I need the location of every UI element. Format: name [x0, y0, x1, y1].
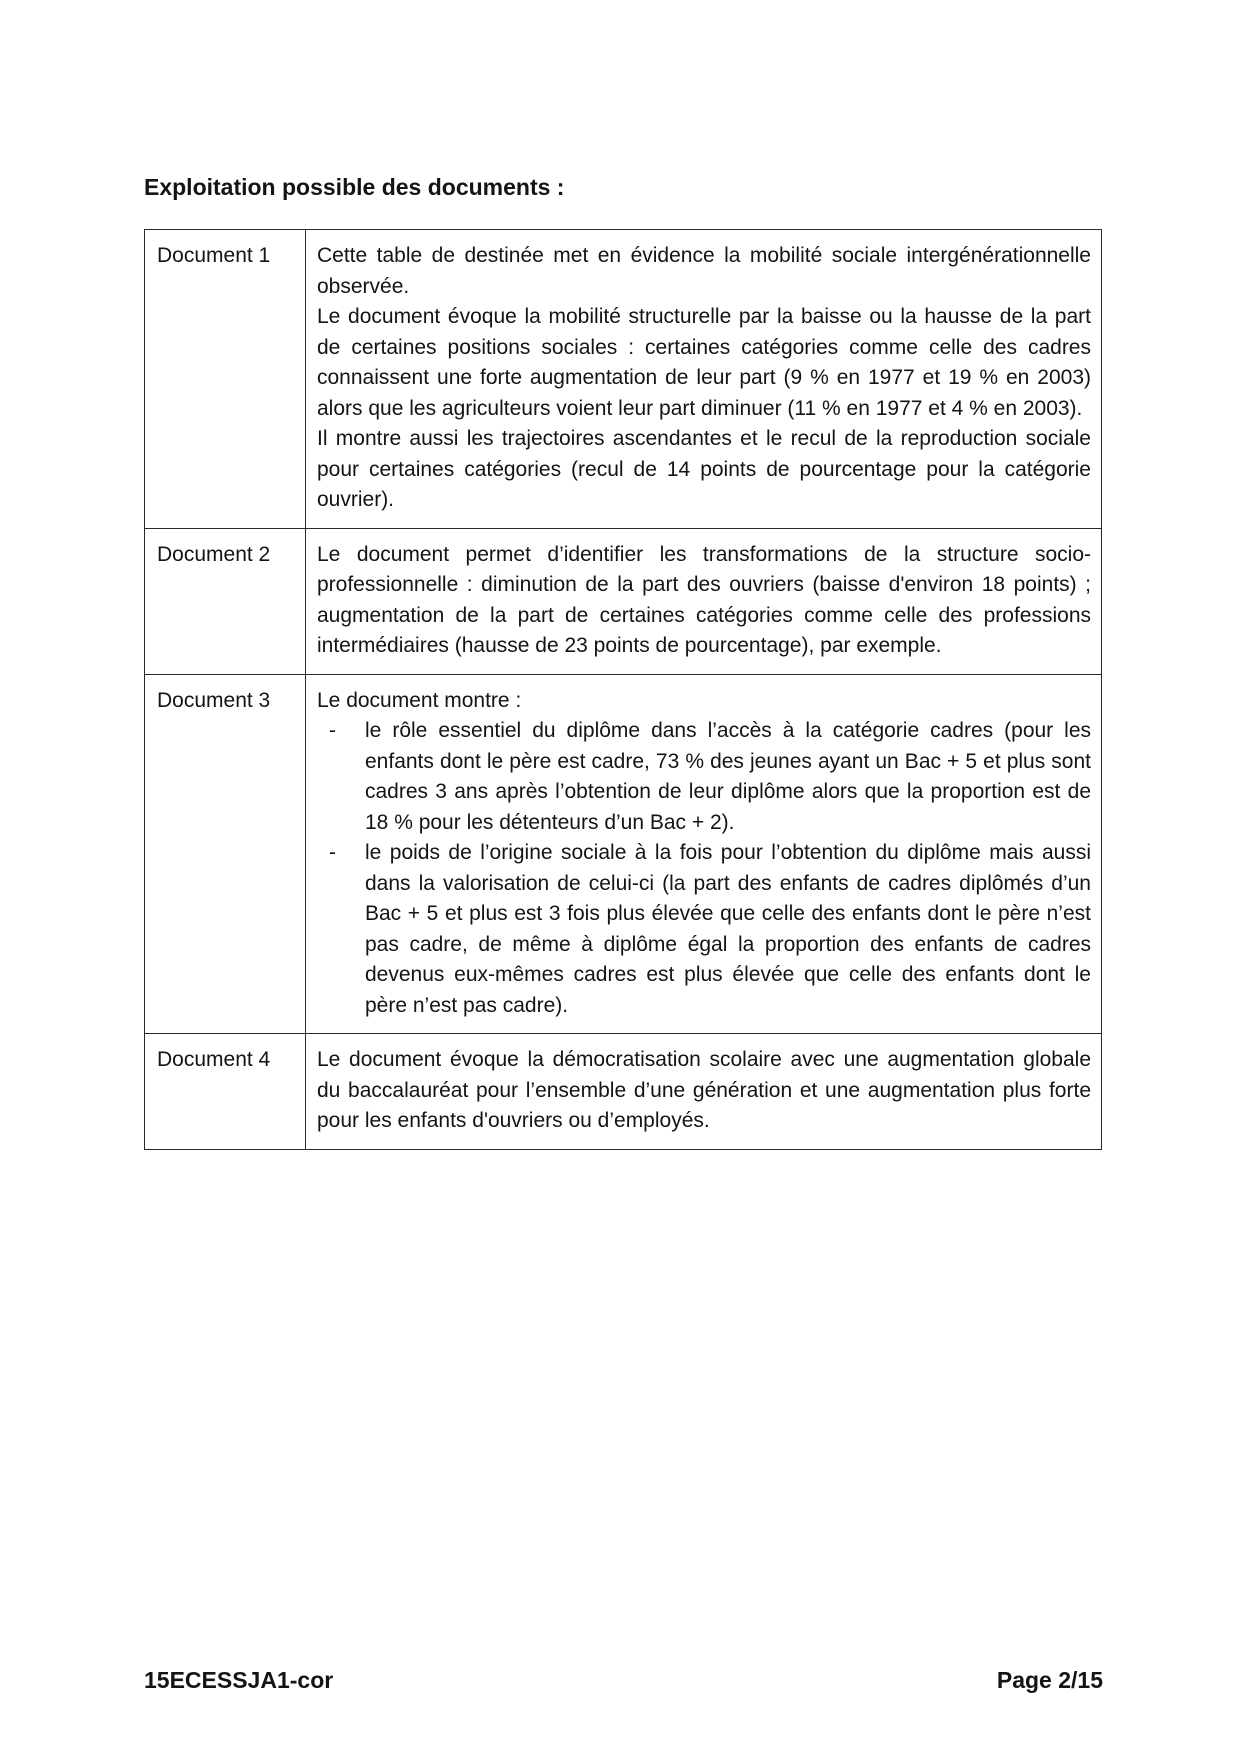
bullet-text: le poids de l’origine sociale à la fois pour l’obtention du diplôme mais aussi dans la valorisation de celui-ci (la part des enfants de cadres diplômés d’un Bac + 5 et plus est 3 fois plus élevée que celle des enfants dont le père n’est pas cadre, de même à diplôme égal la proportion des enfants de cadres devenus eux-mêmes cadres est plus élevée que celle des enfants dont le père n’est pas cadre).	[365, 841, 1091, 1017]
list-item	[329, 838, 1091, 1021]
paragraph-intro: Le document montre :	[317, 688, 522, 712]
bullet-dash: -	[329, 841, 336, 864]
table-row-document-3	[145, 674, 1102, 1034]
document-description	[306, 674, 1102, 1034]
document-description	[306, 230, 1102, 529]
table-row-document-1	[145, 230, 1102, 529]
document-label: Document 3	[145, 674, 306, 1034]
paragraph: Le document évoque la mobilité structurelle par la baisse ou la hausse de la part de certaines positions sociales : certaines catégories comme celle des cadres connaissent une forte augmentation de leur part (9 % en 1977 et 19 % en 2003) alors que les agriculteurs voient leur part diminuer (11 % en 1977 et 4 % en 2003).	[317, 305, 1091, 420]
bullet-text: le rôle essentiel du diplôme dans l’accès à la catégorie cadres (pour les enfants dont le père est cadre, 73 % des jeunes ayant un Bac + 5 et plus sont cadres 3 ans après l’obtention de leur diplôme alors que la proportion est de 18 % pour les détenteurs d’un Bac + 2).	[365, 719, 1091, 834]
document-label: Document 2	[145, 528, 306, 674]
bullet-list	[317, 716, 1091, 1021]
paragraph: Il montre aussi les trajectoires ascendantes et le recul de la reproduction sociale pour certaines catégories (recul de 14 points de pourcentage pour la catégorie ouvrier).	[317, 427, 1091, 511]
paragraph: Le document évoque la démocratisation scolaire avec une augmentation globale du baccalauréat pour l’ensemble d’une génération et une augmentation plus forte pour les enfants d'ouvriers ou d’employés.	[317, 1048, 1091, 1132]
table-row-document-2	[145, 528, 1102, 674]
page-number: Page 2/15	[996, 1667, 1103, 1693]
document-label: Document 4	[145, 1034, 306, 1150]
document-code: 15ECESSJA1-cor	[144, 1667, 334, 1693]
document-description	[306, 528, 1102, 674]
documents-table	[144, 229, 1102, 1150]
page-title: Exploitation possible des documents :	[144, 174, 565, 200]
document-label: Document 1	[145, 230, 306, 529]
paragraph: Cette table de destinée met en évidence la mobilité sociale intergénérationnelle observée.	[317, 244, 1091, 298]
paragraph: Le document permet d’identifier les transformations de la structure socio-professionnelle : diminution de la part des ouvriers (baisse d'environ 18 points) ; augmentation de la part de certaines catégories comme celle des professions intermédiaires (hausse de 23 points de pourcentage), par exemple.	[317, 542, 1091, 657]
list-item	[329, 716, 1091, 838]
bullet-dash: -	[329, 719, 336, 742]
document-description	[306, 1034, 1102, 1150]
table-row-document-4	[145, 1034, 1102, 1150]
